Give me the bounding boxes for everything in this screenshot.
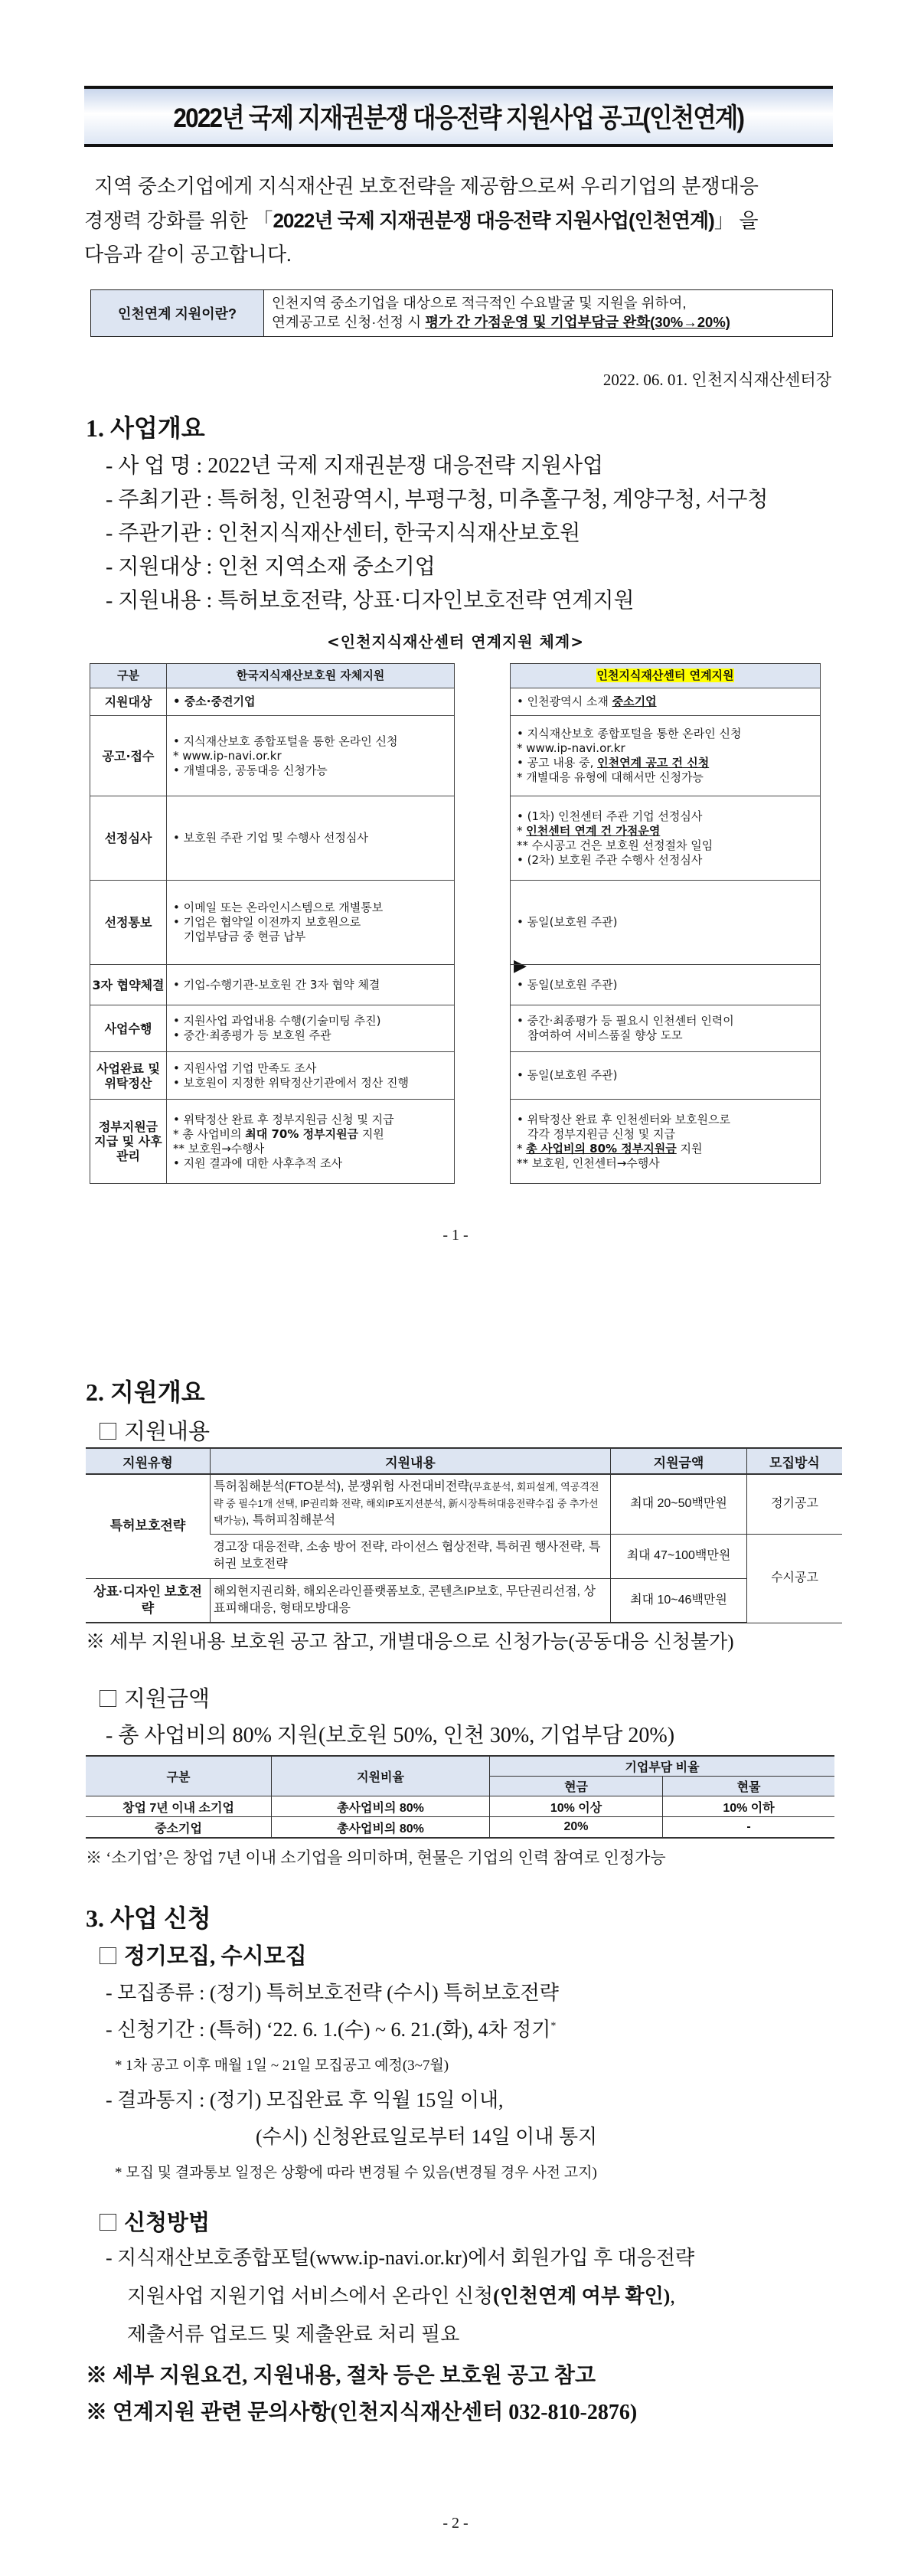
table-row <box>511 1100 821 1184</box>
table-row <box>90 716 455 796</box>
cell-line: ** 보호원, 인천센터→수행사 <box>517 1156 660 1170</box>
kipa-support-table <box>90 663 455 1184</box>
cell-line: • 중소·중견기업 <box>173 695 256 708</box>
col-header: 지원유형 <box>86 1448 211 1474</box>
subsection-title: 지원내용 <box>124 1420 211 1444</box>
support-amount: 최대 47~100백만원 <box>611 1534 747 1578</box>
highlighted-header: 인천지식재산센터 연계지원 <box>596 669 734 682</box>
incheon-cell <box>511 716 821 796</box>
cell-line: • 중간·최종평가 등 필요시 인천센터 인력이 <box>517 1014 734 1028</box>
document-title: 2022년 국제 지재권분쟁 대응전략 지원사업 공고(인천연계) <box>173 103 744 133</box>
schedule-note: * 모집 및 결과통보 일정은 상황에 따라 변경될 수 있음(변경될 경우 사전 고지) <box>115 2165 597 2181</box>
cell-line: • 지원사업 기업 만족도 조사 <box>173 1061 317 1075</box>
table-row <box>90 965 455 1005</box>
incheon-cell: • 동일(보호원 주관) <box>511 965 821 1005</box>
method-text: , <box>670 2285 675 2307</box>
overview-value: 인천지식재산센터, 한국지식재산보호원 <box>217 521 581 545</box>
table-row <box>90 688 455 716</box>
kipa-cell <box>167 688 455 716</box>
table-row <box>90 881 455 965</box>
kipa-cell <box>167 881 455 965</box>
incheon-cell: • 동일(보호원 주관) <box>511 1052 821 1100</box>
cell-line: ** 수시공고 건은 보호원 선정절차 일임 <box>517 838 713 852</box>
subsection-title: 정기모집, 수시모집 <box>124 1944 307 1969</box>
intro-paragraph <box>84 170 833 272</box>
overview-value: 특허청, 인천광역시, 부평구청, 미추홀구청, 계양구청, 서구청 <box>217 488 769 512</box>
cell-line: 지원 <box>676 1141 703 1156</box>
table-row <box>90 1100 455 1184</box>
row-label: 정부지원금 지급 및 사후관리 <box>90 1100 167 1184</box>
checkbox-square-icon <box>100 1423 116 1440</box>
row-label: 3자 협약체결 <box>90 965 167 1005</box>
support-amount: 최대 10~46백만원 <box>611 1578 747 1623</box>
period-note: * 1차 공고 이후 매월 1일 ~ 21일 모집공고 예정(3~7월) <box>115 2058 449 2074</box>
subsection-title: 지원금액 <box>124 1687 211 1711</box>
cell-emphasis: 중소기업 <box>612 695 657 708</box>
cell-line: * www.ip-navi.or.kr <box>173 748 282 763</box>
support-type: 특허보호전략 <box>86 1474 211 1578</box>
col-header: 구분 <box>86 1756 272 1796</box>
col-header: 현물 <box>663 1777 834 1796</box>
cell-line: 지원 <box>358 1126 384 1141</box>
overview-item: - 지원대상 : 인천 지역소재 중소기업 <box>106 555 436 579</box>
cell-line: • 지식재산보호 종합포털을 통한 온라인 신청 <box>173 734 398 748</box>
incheon-cell <box>511 1005 821 1052</box>
kipa-cell <box>167 1100 455 1184</box>
overview-item: - 사 업 명 : 2022년 국제 지재권분쟁 대응전략 지원사업 <box>106 454 604 478</box>
cell-line: ** 보호원→수행사 <box>173 1141 265 1156</box>
cell-line: • 지원 결과에 대한 사후추적 조사 <box>173 1156 343 1170</box>
table-row <box>86 1578 842 1623</box>
overview-item: - 주관기관 : 인천지식재산센터, 한국지식재산보호원 <box>106 521 581 545</box>
cell-line: • 지식재산보호 종합포털을 통한 온라인 신청 <box>517 727 742 740</box>
row-label: 선정심사 <box>90 796 167 881</box>
method-line-1: - 지식재산보호종합포털(www.ip-navi.or.kr)에서 회원가입 후 대응전략 <box>106 2247 695 2269</box>
cell-line: * 총 사업비의 <box>173 1126 246 1141</box>
section-1-heading: 1. 사업개요 <box>86 414 205 442</box>
checkbox-square-icon <box>100 1690 116 1707</box>
subsection-title: 신청방법 <box>124 2211 211 2235</box>
support-content-table <box>86 1447 842 1623</box>
row-label: 사업완료 및 위탁정산 <box>90 1052 167 1100</box>
definition-line-1: 인천지역 중소기업을 대상으로 적극적인 수요발굴 및 지원을 위하여, <box>272 295 687 311</box>
incheon-cell <box>511 688 821 716</box>
cell-emphasis: 인천센터 연계 건 가점운영 <box>526 823 661 838</box>
row-label: 선정통보 <box>90 881 167 965</box>
table-row <box>511 881 821 965</box>
table-row <box>511 796 821 881</box>
content-text: 특허침해분석(FTO분석), 분쟁위험 사전대비전략 <box>214 1480 469 1494</box>
support-type: 상표·디자인 보호전략 <box>86 1578 211 1623</box>
right-arrow-icon: ▶ <box>514 956 527 975</box>
ratio-cash: 20% <box>490 1817 663 1839</box>
definition-highlight: 평가 간 가점운영 및 기업부담금 완화(30%→20%) <box>425 314 730 330</box>
checkbox-square-icon <box>100 1947 116 1964</box>
application-period <box>106 2014 556 2042</box>
incheon-support-table <box>510 663 821 1184</box>
signature-line: 2022. 06. 01. 인천지식재산센터장 <box>602 371 831 389</box>
kipa-cell: • 기업-수행기관-보호원 간 3자 협약 체결 <box>167 965 455 1005</box>
table-row <box>511 1052 821 1100</box>
overview-label: 지원내용 <box>118 589 201 613</box>
table-row <box>90 1005 455 1052</box>
cell-line: • 공고 내용 중, <box>517 756 598 770</box>
recruit-method: 수시공고 <box>747 1534 843 1623</box>
result-notice: - 결과통지 : (정기) 모집완료 후 익월 15일 이내, <box>106 2089 504 2111</box>
footnote-marker: * <box>550 2020 557 2032</box>
cell-line: 기업부담금 중 현금 납부 <box>184 930 306 943</box>
cell-emphasis: 총 사업비의 80% 정부지원금 <box>526 1141 677 1156</box>
overview-value: 인천 지역소재 중소기업 <box>217 555 436 579</box>
content-text: , 특허피침해분석 <box>246 1514 336 1528</box>
amount-summary: - 총 사업비의 80% 지원(보호원 50%, 인천 30%, 기업부담 20%) <box>106 1724 675 1747</box>
page-number: - 1 - <box>442 1227 469 1244</box>
flow-table-caption: <인천지식재산센터 연계지원 체계> <box>327 633 584 651</box>
cell-line: • 이메일 또는 온라인시스템으로 개별통보 <box>173 901 384 914</box>
cell-line: • 인천광역시 소재 <box>517 695 612 708</box>
section-3-heading: 3. 사업 신청 <box>86 1904 211 1932</box>
definition-box <box>90 289 833 337</box>
incheon-cell: • 동일(보호원 주관) <box>511 881 821 965</box>
table-row <box>86 1817 834 1839</box>
cell-line: • (2차) 보호원 주관 수행사 선정심사 <box>517 852 703 867</box>
col-header: 지원비율 <box>272 1756 490 1796</box>
cell-line: * www.ip-navi.or.kr <box>517 741 625 755</box>
kipa-cell <box>167 1005 455 1052</box>
row-label: 지원대상 <box>90 688 167 716</box>
checkbox-square-icon <box>100 2214 116 2231</box>
cell-line: • 위탁정산 완료 후 인천센터와 보호원으로 <box>517 1112 731 1126</box>
intro-line-2-end: 」 을 <box>713 210 759 232</box>
overview-label: 주관기관 <box>118 521 201 545</box>
row-label: 공고·접수 <box>90 716 167 796</box>
table-row <box>511 688 821 716</box>
ratio-value: 총사업비의 80% <box>272 1817 490 1839</box>
definition-label: 인천연계 지원이란? <box>91 290 264 336</box>
incheon-cell: • (1차) 인천센터 주관 기업 선정심사 * 인천센터 연계 건 가점운영 ** 수시공고 건은 보호원 선정절차 일임 • (2차) 보호원 주관 수행사 선정심사 <box>511 796 821 881</box>
col-header: 모집방식 <box>747 1448 843 1474</box>
kipa-cell: • 보호원 주관 기업 및 수행사 선정심사 <box>167 796 455 881</box>
cell-line: • 중간·최종평가 등 보호원 주관 <box>173 1028 331 1042</box>
support-content <box>211 1474 611 1534</box>
program-name: 2022년 국제 지재권분쟁 대응전략 지원사업(인천연계) <box>273 209 714 232</box>
incheon-cell: • 위탁정산 완료 후 인천센터와 보호원으로 각각 정부지원금 신청 및 지급 * 총 사업비의 80% 정부지원금 지원 ** 보호원, 인천센터→수행사 <box>511 1100 821 1184</box>
method-text: 지원사업 지원기업 서비스에서 온라인 신청 <box>127 2285 494 2307</box>
method-emphasis: (인천연계 여부 확인) <box>493 2285 671 2307</box>
overview-label: 지원대상 <box>118 555 201 579</box>
burden-ratio-table <box>86 1755 834 1839</box>
definition-line-2: 연계공고로 신청·선정 시 <box>272 314 426 330</box>
table-row <box>511 1005 821 1052</box>
ratio-category: 창업 7년 이내 소기업 <box>86 1796 272 1817</box>
cell-line: * 개별대응 유형에 대해서만 신청가능 <box>517 770 704 784</box>
subsection-heading <box>100 1682 210 1713</box>
intro-line-1: 지역 중소기업에게 지식재산권 보호전략을 제공함으로써 우리기업의 분쟁대응 <box>94 175 759 198</box>
col-header: 현금 <box>490 1777 663 1796</box>
cell-line: • 지원사업 과업내용 수행(기술미팅 추진) <box>173 1014 381 1028</box>
col-header-incheon <box>511 664 821 688</box>
cell-line: • (1차) 인천센터 주관 기업 선정심사 <box>517 809 703 823</box>
col-header-category: 구분 <box>90 664 167 688</box>
contact-info: ※ 연계지원 관련 문의사항(인천지식재산센터 032-810-2876) <box>86 2401 638 2424</box>
overview-item: - 주최기관 : 특허청, 인천광역시, 부평구청, 미추홀구청, 계양구청, 서구청 <box>106 488 769 512</box>
cell-emphasis: 최대 70% 정부지원금 <box>245 1126 359 1141</box>
table-row <box>90 1052 455 1100</box>
recruit-method: 정기공고 <box>747 1474 843 1534</box>
cell-line: • 위탁정산 완료 후 정부지원금 신청 및 지급 <box>173 1112 394 1126</box>
kipa-cell <box>167 1052 455 1100</box>
col-header-kipa: 한국지식재산보호원 자체지원 <box>167 664 455 688</box>
kipa-cell <box>167 716 455 796</box>
ratio-cash: 10% 이상 <box>490 1796 663 1817</box>
ratio-in-kind: 10% 이하 <box>663 1796 834 1817</box>
table-row <box>511 716 821 796</box>
method-line-2 <box>127 2280 675 2309</box>
support-amount: 최대 20~50백만원 <box>611 1474 747 1534</box>
ratio-value: 총사업비의 80% <box>272 1796 490 1817</box>
table-row <box>511 965 821 1005</box>
cell-emphasis: 인천연계 공고 건 신청 <box>597 756 710 770</box>
ratio-in-kind: - <box>663 1817 834 1839</box>
overview-label: 사 업 명 <box>118 454 191 478</box>
support-note: ※ 세부 지원내용 보호원 공고 참고, 개별대응으로 신청가능(공동대응 신청불가) <box>86 1632 734 1652</box>
row-label: 사업수행 <box>90 1005 167 1052</box>
overview-item: - 지원내용 : 특허보호전략, 상표·디자인보호전략 연계지원 <box>106 589 635 613</box>
overview-value: 2022년 국제 지재권분쟁 대응전략 지원사업 <box>207 454 604 478</box>
cell-line: • 개별대응, 공동대응 신청가능 <box>173 763 328 777</box>
subsection-heading <box>100 1939 307 1970</box>
col-header: 지원금액 <box>611 1448 747 1474</box>
support-content: 해외현지권리화, 해외온라인플랫폼보호, 콘텐츠IP보호, 무단권리선점, 상표피해대응, 형태모방대응 <box>211 1578 611 1623</box>
overview-value: 특허보호전략, 상표·디자인보호전략 연계지원 <box>217 589 635 613</box>
intro-line-3: 다음과 같이 공고합니다. <box>84 244 292 266</box>
table-row <box>86 1474 842 1534</box>
content-detail: (무효분석, 회피설계, 역공격전략 중 필수1개 선택, IP권리화 전략, 해외IP포지션분석, 新시장특허대응전략수집 중 추가선택가능) <box>214 1481 599 1527</box>
ratio-category: 중소기업 <box>86 1817 272 1839</box>
overview-label: 주최기관 <box>118 488 201 512</box>
intro-line-2: 경쟁력 강화를 위한 「 <box>84 210 273 232</box>
subsection-heading <box>100 2205 210 2237</box>
ratio-note: ※ ‘소기업’은 창업 7년 이내 소기업을 의미하며, 현물은 기업의 인력 참여로 인정가능 <box>86 1849 666 1867</box>
period-text: - 신청기간 : (특허) ‘22. 6. 1.(수) ~ 6. 21.(화), 4차 정기 <box>106 2019 551 2041</box>
support-content: 경고장 대응전략, 소송 방어 전략, 라이선스 협상전략, 특허권 행사전략, 특허권 보호전략 <box>211 1534 611 1578</box>
recruit-type: - 모집종류 : (정기) 특허보호전략 (수시) 특허보호전략 <box>106 1982 559 2004</box>
cell-line: 각각 정부지원금 신청 및 지급 <box>527 1126 675 1141</box>
page-number: - 2 - <box>442 2515 469 2532</box>
subsection-heading <box>100 1414 210 1446</box>
document-title-banner <box>84 86 833 147</box>
col-header: 지원내용 <box>211 1448 611 1474</box>
table-row <box>86 1796 834 1817</box>
section-2-heading: 2. 지원개요 <box>86 1378 205 1406</box>
result-notice-cont: (수시) 신청완료일로부터 14일 이내 통지 <box>256 2126 598 2148</box>
cell-line: 참여하여 서비스품질 향상 도모 <box>527 1028 683 1042</box>
cell-line: • 기업은 협약일 이전까지 보호원으로 <box>173 915 361 929</box>
table-row <box>90 796 455 881</box>
cell-line: • 보호원이 지정한 위탁정산기관에서 정산 진행 <box>173 1075 409 1090</box>
col-header: 기업부담 비율 <box>490 1756 835 1777</box>
method-line-3: 제출서류 업로드 및 제출완료 처리 필요 <box>127 2323 460 2346</box>
definition-text <box>264 290 832 336</box>
notice-detail: ※ 세부 지원요건, 지원내용, 절차 등은 보호원 공고 참고 <box>86 2364 596 2388</box>
